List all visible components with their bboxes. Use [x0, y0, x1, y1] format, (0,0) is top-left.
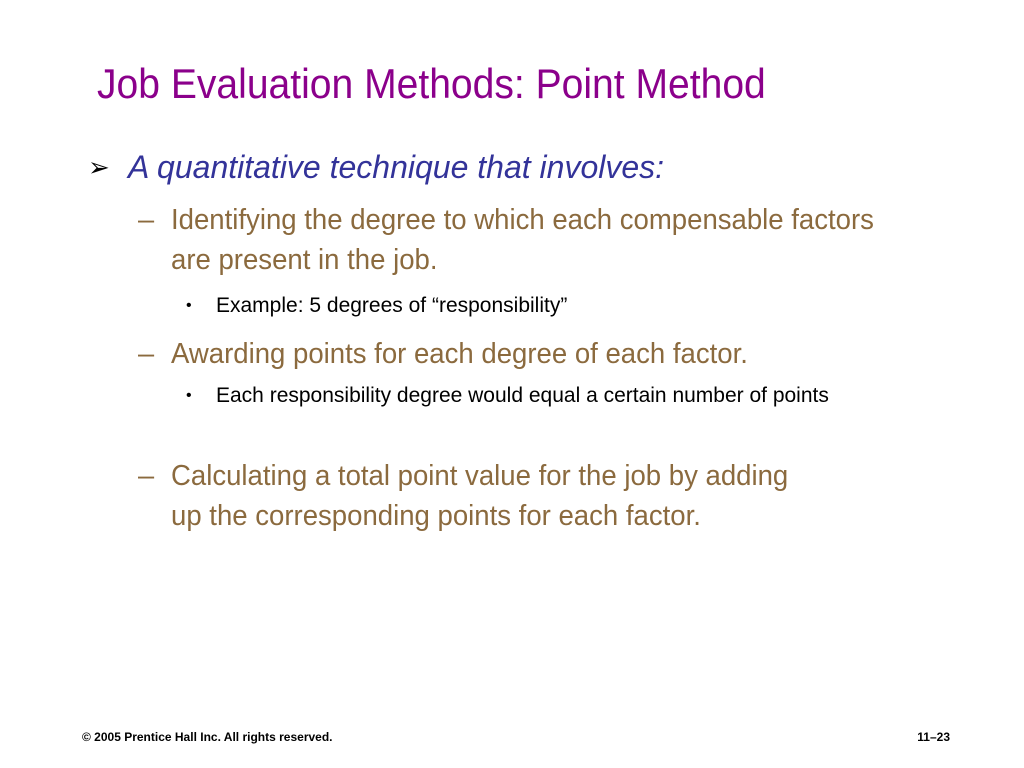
list-item	[138, 200, 958, 280]
list-item	[138, 456, 858, 536]
list-item-text: Identifying the degree to which each compensable factors are present in the job.	[171, 204, 874, 276]
main-point-text: A quantitative technique that involves:	[128, 149, 665, 185]
copyright-footer: © 2005 Prentice Hall Inc. All rights reserved.	[82, 730, 333, 744]
sub-list-item-text: Example: 5 degrees of “responsibility”	[216, 294, 568, 317]
main-point	[88, 145, 664, 189]
list-item-text: Awarding points for each degree of each factor.	[171, 338, 748, 370]
sub-list-item-text: Each responsibility degree would equal a certain number of points	[216, 384, 829, 407]
dash-bullet-icon: –	[138, 460, 155, 492]
dash-bullet-icon: –	[138, 338, 155, 370]
dot-bullet-icon: •	[186, 387, 192, 404]
slide-title: Job Evaluation Methods: Point Method	[97, 60, 766, 107]
sub-list-item	[186, 289, 946, 322]
dot-bullet-icon: •	[186, 297, 192, 314]
arrow-bullet-icon: ➢	[88, 152, 110, 182]
dash-bullet-icon: –	[138, 204, 155, 236]
list-item-text: Calculating a total point value for the job by adding up the corresponding points for each factor.	[171, 460, 789, 532]
sub-list-item	[186, 379, 946, 412]
page-number: 11–23	[917, 730, 950, 744]
list-item	[138, 334, 958, 374]
